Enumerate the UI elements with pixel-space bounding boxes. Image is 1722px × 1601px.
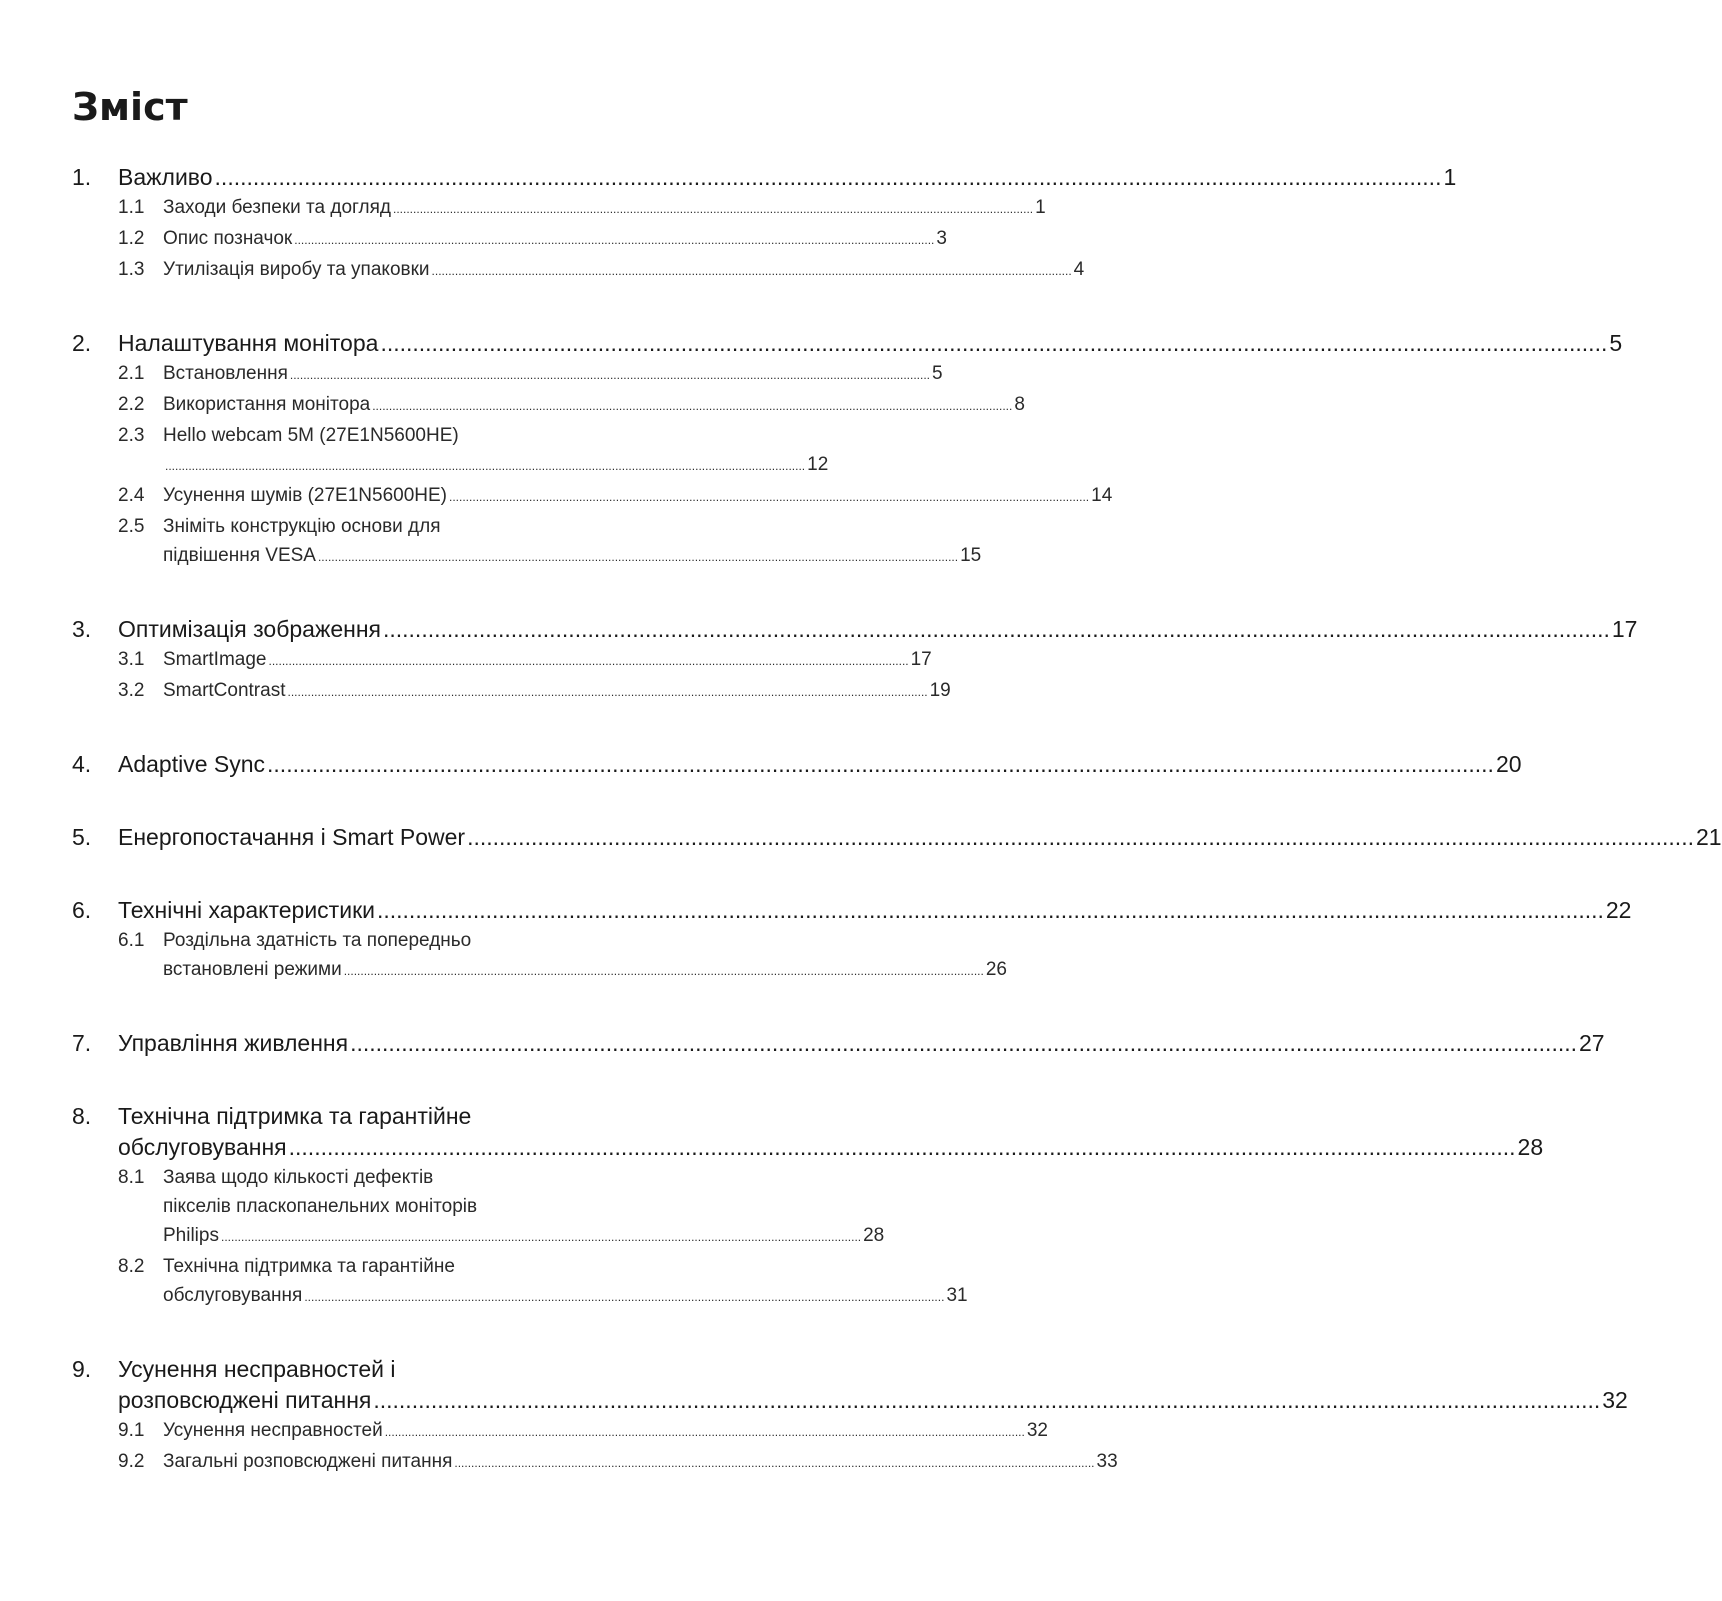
subsection-title: [163, 512, 981, 572]
leader-dots: [344, 957, 984, 986]
section-number: 3.: [72, 616, 92, 642]
toc-section: [72, 1028, 1605, 1059]
section-number: 2.: [72, 330, 92, 356]
leader-line: [118, 1028, 1605, 1059]
subsection-number: 9.1: [118, 1420, 145, 1441]
entry-text: Усунення шумів (27E1N5600HE): [163, 485, 448, 506]
subsection-number: 3.2: [118, 680, 145, 701]
title-line: пікселів пласкопанельних моніторів: [163, 1196, 478, 1217]
page-number: 1: [1443, 164, 1457, 190]
subsection-title: [163, 645, 932, 676]
leader-dots: [268, 647, 908, 676]
leader-line: [118, 328, 1622, 359]
title-line: Заява щодо кількості дефектів: [163, 1167, 434, 1188]
page-number: 26: [985, 959, 1007, 980]
section-title: [118, 895, 1631, 926]
subsection-number: 1.1: [118, 197, 145, 218]
leader-line: [163, 645, 932, 676]
leader-line: [163, 255, 1084, 286]
toc-section: [72, 749, 1522, 780]
leader-dots: [380, 328, 1607, 359]
page-number: 8: [1014, 394, 1025, 415]
section-number: 7.: [72, 1030, 92, 1056]
subsection-number: 2.1: [118, 363, 145, 384]
title-line: Технічна підтримка та гарантійне: [118, 1103, 472, 1129]
page-title: Зміст: [72, 85, 188, 129]
section-title: [118, 822, 1722, 853]
entry-text: Енергопостачання і Smart Power: [118, 824, 466, 850]
toc-sub-entry[interactable]: [118, 421, 829, 481]
toc-section: [72, 822, 1722, 853]
subsection-title: [163, 676, 951, 707]
leader-line: [163, 1221, 884, 1252]
section-title: [118, 614, 1637, 645]
title-line: Усунення несправностей і: [118, 1356, 396, 1382]
subsection-title: [163, 1252, 968, 1312]
leader-dots: [289, 1132, 1516, 1163]
leader-line: [118, 1132, 1543, 1163]
toc-section: [72, 328, 1623, 572]
subsection-title: [163, 421, 828, 481]
section-title: [118, 1354, 1628, 1416]
leader-dots: [393, 195, 1033, 224]
leader-line: [163, 193, 1046, 224]
leader-dots: [467, 822, 1694, 853]
leader-dots: [377, 895, 1604, 926]
page-number: 28: [1517, 1134, 1544, 1160]
entry-text: Adaptive Sync: [118, 751, 266, 777]
subsection-number: 2.5: [118, 516, 145, 537]
leader-dots: [165, 452, 805, 481]
toc-main-entry[interactable]: [72, 749, 1522, 780]
leader-line: [118, 1385, 1628, 1416]
leader-line: [163, 955, 1007, 986]
leader-line: [163, 481, 1112, 512]
section-title: [118, 1101, 1543, 1163]
subsection-number: 8.2: [118, 1256, 145, 1277]
subsection-title: [163, 1447, 1118, 1478]
toc-main-entry[interactable]: [72, 1101, 1544, 1163]
toc-sub-entry[interactable]: [118, 1163, 885, 1252]
section-title: [118, 1028, 1605, 1059]
toc-sub-entry[interactable]: [118, 512, 982, 572]
toc-sub-entry[interactable]: [118, 676, 951, 707]
subsection-number: 6.1: [118, 930, 145, 951]
page-number: 22: [1605, 897, 1632, 923]
entry-text: SmartImage: [163, 649, 267, 670]
toc-sub-entry[interactable]: [118, 359, 943, 390]
subsection-title: [163, 224, 947, 255]
entry-text: Усунення несправностей: [163, 1420, 383, 1441]
section-title: [118, 328, 1622, 359]
subsection-title: [163, 390, 1025, 421]
entry-text: Philips: [163, 1225, 219, 1246]
title-line: Hello webcam 5M (27E1N5600HE): [163, 425, 459, 446]
entry-text: Використання монітора: [163, 394, 371, 415]
leader-dots: [449, 483, 1089, 512]
section-number: 8.: [72, 1103, 92, 1129]
leader-dots: [432, 257, 1072, 286]
section-number: 6.: [72, 897, 92, 923]
toc-sub-entry[interactable]: [118, 926, 1007, 986]
page-number: 1: [1035, 197, 1046, 218]
toc-section: [72, 895, 1632, 986]
toc-sub-entry[interactable]: [118, 224, 947, 255]
page-number: 27: [1579, 1030, 1605, 1056]
section-number: 1.: [72, 164, 92, 190]
subsection-number: 2.4: [118, 485, 145, 506]
leader-dots: [454, 1449, 1094, 1478]
page-number: 12: [807, 454, 829, 475]
leader-line: [163, 1416, 1048, 1447]
page-number: 28: [863, 1225, 885, 1246]
leader-line: [118, 895, 1631, 926]
subsection-title: [163, 926, 1007, 986]
entry-text: обслуговування: [118, 1134, 287, 1160]
page-number: 5: [932, 363, 943, 384]
entry-text: встановлені режими: [163, 959, 342, 980]
section-number: 5.: [72, 824, 92, 850]
page-number: 32: [1026, 1420, 1048, 1441]
section-title: [118, 162, 1456, 193]
toc-sub-entry[interactable]: [118, 1416, 1048, 1447]
leader-line: [163, 450, 828, 481]
subsection-title: [163, 1416, 1048, 1447]
toc-sub-entry[interactable]: [118, 193, 1046, 224]
page-number: 21: [1695, 824, 1722, 850]
subsection-title: [163, 359, 943, 390]
page-number: 17: [1611, 616, 1638, 642]
leader-line: [118, 162, 1456, 193]
toc-main-entry[interactable]: [72, 1354, 1628, 1416]
entry-text: розповсюджені питання: [118, 1387, 372, 1413]
page-number: 5: [1609, 330, 1623, 356]
toc-section: [72, 1354, 1628, 1478]
toc-main-entry[interactable]: [72, 328, 1623, 359]
entry-text: Налаштування монітора: [118, 330, 379, 356]
toc-section: [72, 1101, 1544, 1312]
title-line: Технічна підтримка та гарантійне: [163, 1256, 455, 1277]
leader-line: [163, 390, 1025, 421]
toc-main-entry[interactable]: [72, 822, 1722, 853]
leader-line: [163, 1281, 968, 1312]
leader-dots: [294, 226, 934, 255]
subsection-number: 8.1: [118, 1167, 145, 1188]
subsection-number: 1.3: [118, 259, 145, 280]
entry-text: Встановлення: [163, 363, 288, 384]
page-number: 32: [1602, 1387, 1628, 1413]
leader-dots: [287, 678, 927, 707]
entry-text: SmartContrast: [163, 680, 286, 701]
leader-dots: [304, 1283, 944, 1312]
page-number: 15: [960, 545, 982, 566]
entry-text: Опис позначок: [163, 228, 293, 249]
subsection-title: [163, 255, 1084, 286]
subsection-title: [163, 1163, 884, 1252]
entry-text: підвішення VESA: [163, 545, 316, 566]
subsection-number: 3.1: [118, 649, 145, 670]
leader-dots: [221, 1223, 861, 1252]
entry-text: Загальні розповсюджені питання: [163, 1451, 453, 1472]
leader-dots: [267, 749, 1494, 780]
title-line: Зніміть конструкцію основи для: [163, 516, 441, 537]
toc-sub-entry[interactable]: [118, 645, 932, 676]
entry-text: Заходи безпеки та догляд: [163, 197, 392, 218]
subsection-number: 2.2: [118, 394, 145, 415]
leader-line: [163, 224, 947, 255]
leader-line: [163, 541, 981, 572]
leader-dots: [290, 361, 930, 390]
entry-text: Оптимізація зображення: [118, 616, 381, 642]
toc-main-entry[interactable]: [72, 895, 1632, 926]
section-number: 4.: [72, 751, 92, 777]
toc-section: [72, 162, 1457, 286]
title-line: Роздільна здатність та попередньо: [163, 930, 472, 951]
toc-main-entry[interactable]: [72, 162, 1457, 193]
leader-dots: [350, 1028, 1577, 1059]
leader-line: [118, 749, 1522, 780]
subsection-number: 9.2: [118, 1451, 145, 1472]
toc-sub-entry[interactable]: [118, 1447, 1118, 1478]
toc-sub-entry[interactable]: [118, 481, 1113, 512]
page-number: 31: [946, 1285, 968, 1306]
leader-line: [118, 822, 1722, 853]
page-number: 4: [1073, 259, 1085, 280]
leader-line: [163, 1447, 1118, 1478]
leader-dots: [318, 543, 958, 572]
toc-sub-entry[interactable]: [118, 390, 1025, 421]
subsection-number: 1.2: [118, 228, 145, 249]
page-number: 14: [1091, 485, 1113, 506]
section-number: 9.: [72, 1356, 92, 1382]
leader-dots: [383, 614, 1610, 645]
leader-line: [163, 676, 951, 707]
section-title: [118, 749, 1522, 780]
entry-text: Технічні характеристики: [118, 897, 375, 923]
entry-text: Важливо: [118, 164, 213, 190]
leader-line: [118, 614, 1637, 645]
page-number: 17: [910, 649, 932, 670]
leader-dots: [385, 1418, 1025, 1447]
leader-dots: [373, 1385, 1600, 1416]
toc-main-entry[interactable]: [72, 1028, 1605, 1059]
leader-line: [163, 359, 943, 390]
toc-section: [72, 614, 1638, 707]
leader-dots: [215, 162, 1442, 193]
subsection-title: [163, 481, 1112, 512]
page-number: 20: [1495, 751, 1522, 777]
table-of-contents: [72, 162, 1722, 1478]
entry-text: Утилізація виробу та упаковки: [163, 259, 430, 280]
toc-main-entry[interactable]: [72, 614, 1638, 645]
leader-dots: [372, 392, 1012, 421]
subsection-number: 2.3: [118, 425, 145, 446]
toc-sub-entry[interactable]: [118, 1252, 968, 1312]
toc-sub-entry[interactable]: [118, 255, 1085, 286]
page-number: 33: [1096, 1451, 1118, 1472]
subsection-title: [163, 193, 1046, 224]
page-number: 19: [929, 680, 951, 701]
entry-text: Управління живлення: [118, 1030, 349, 1056]
entry-text: обслуговування: [163, 1285, 303, 1306]
page-number: 3: [936, 228, 947, 249]
